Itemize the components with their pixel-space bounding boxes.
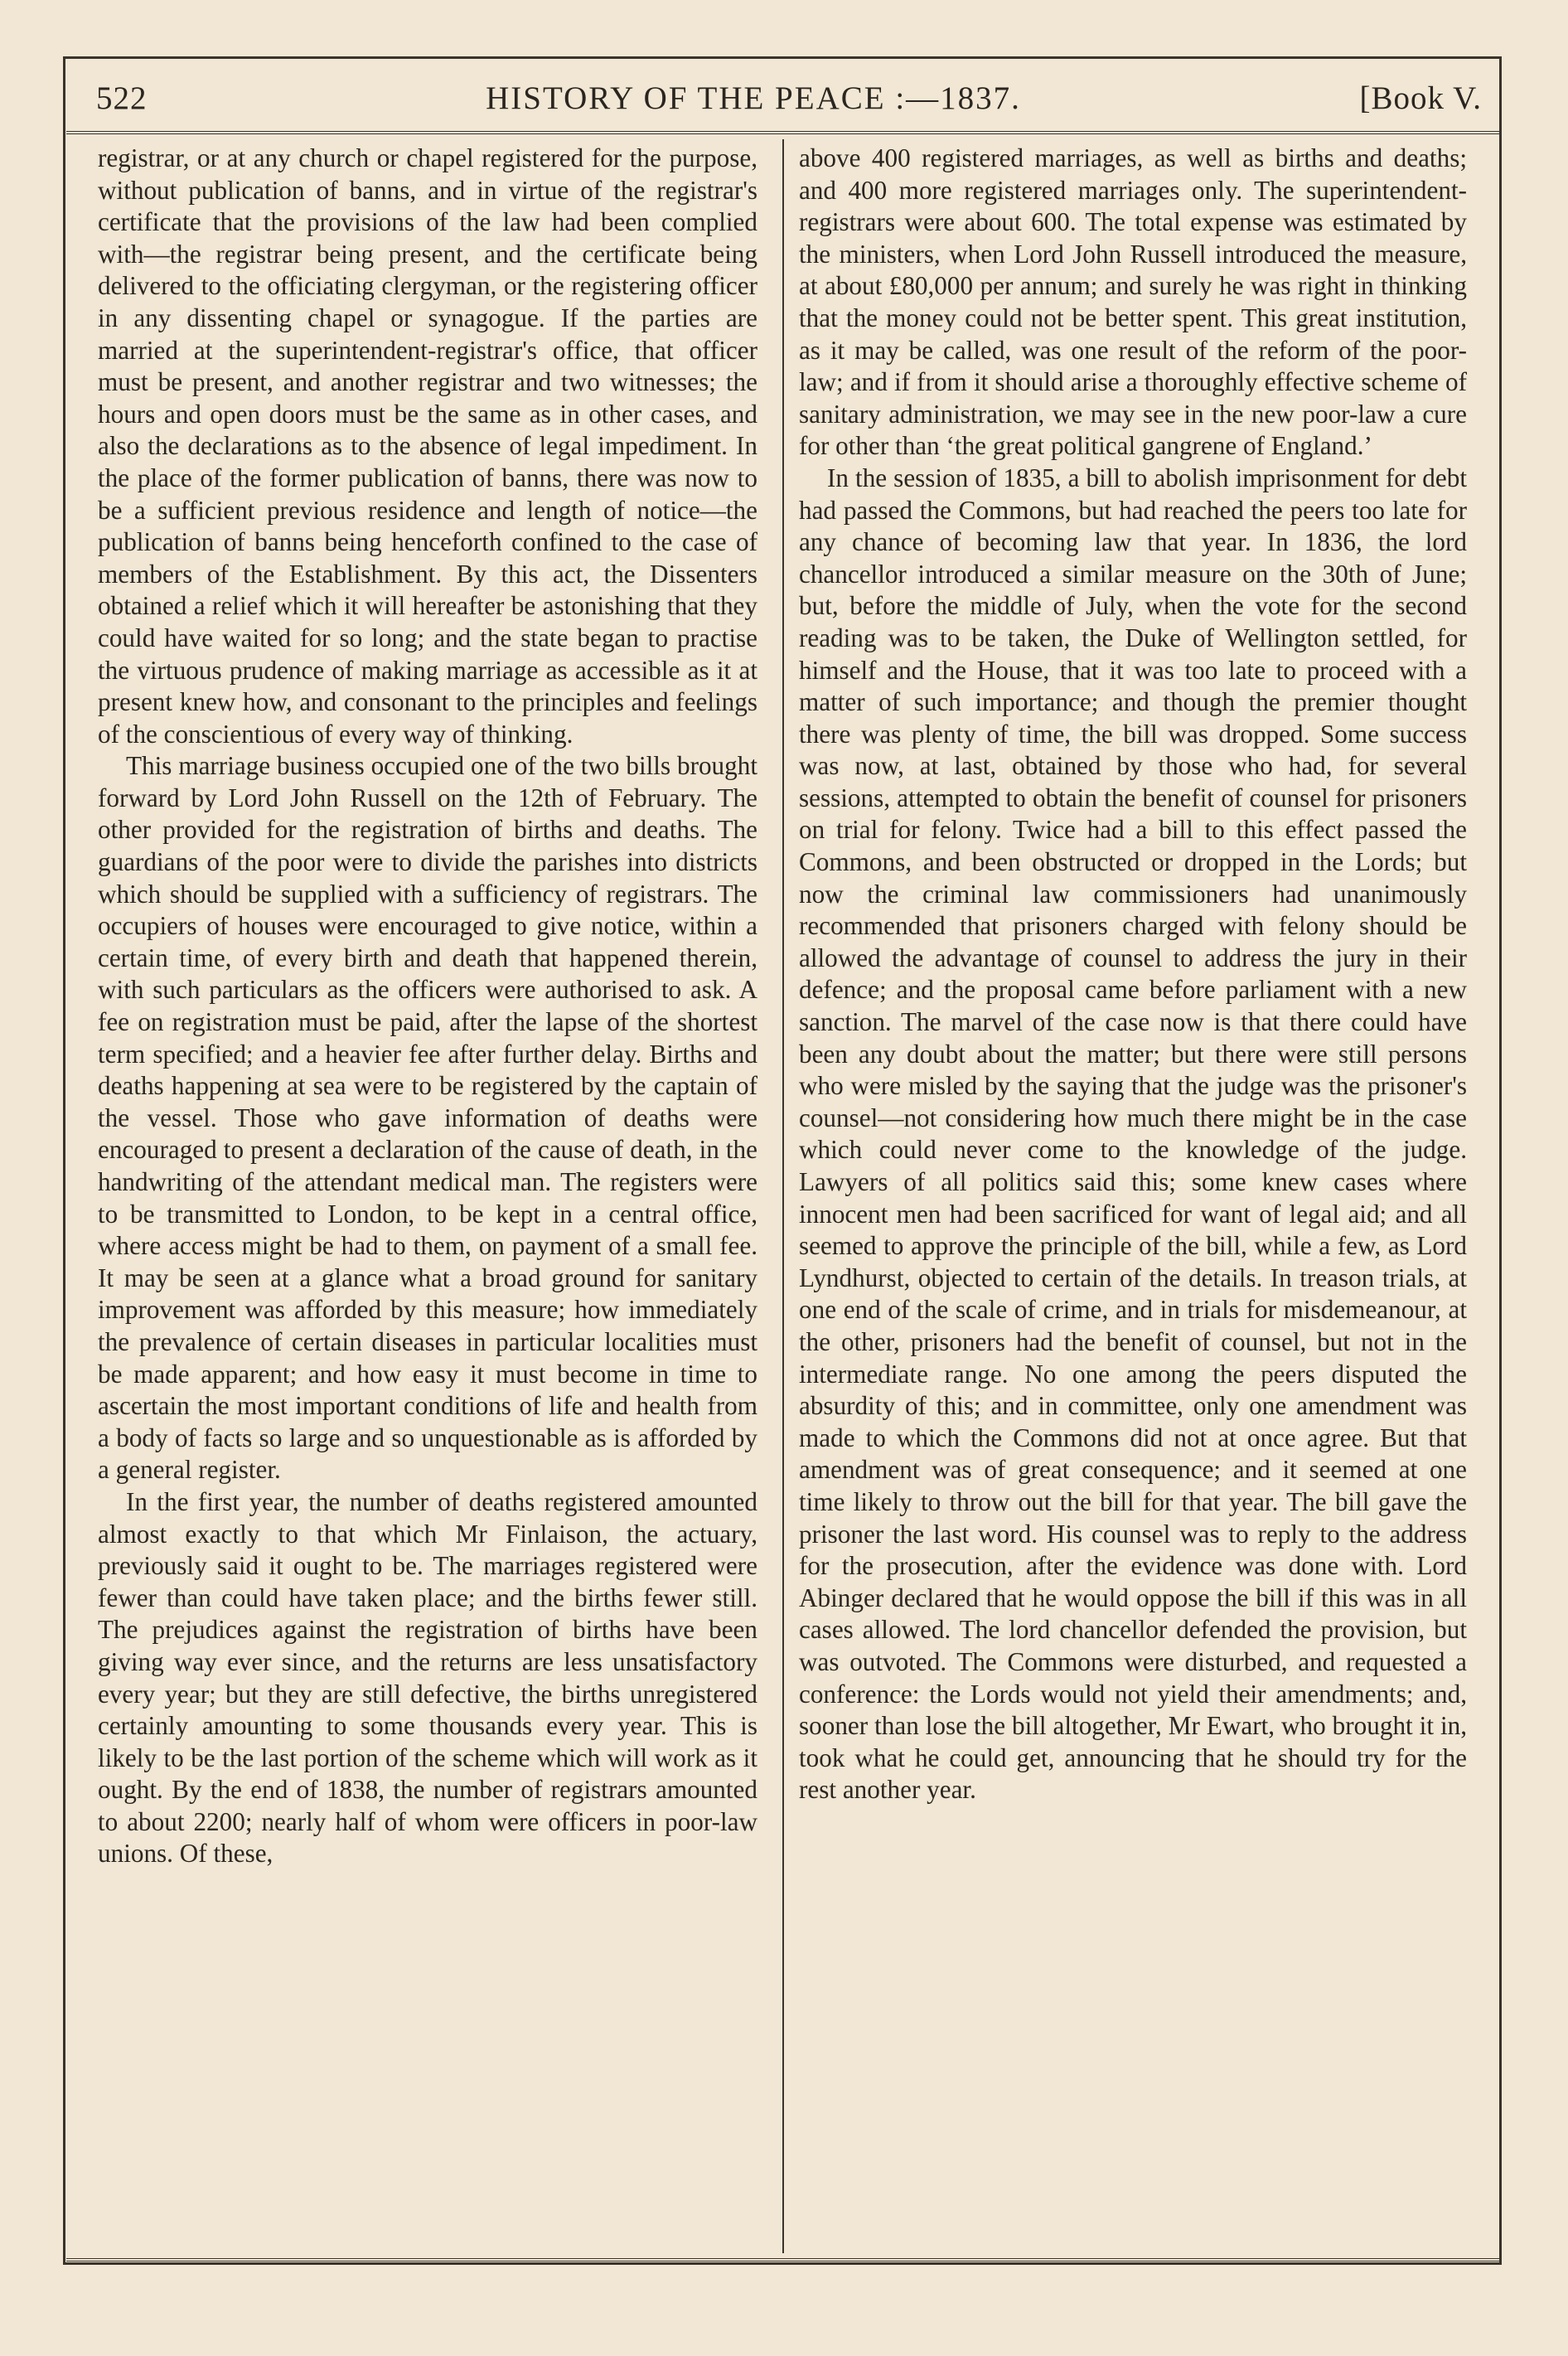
page-number: 522 [96,80,148,116]
running-title: HISTORY OF THE PEACE :—1837. [486,80,1021,116]
book-label: [Book V. [1359,80,1482,116]
bottom-rule [66,2258,1500,2261]
paragraph: This marriage business occupied one of the two bills brought forward by Lord John Russell on the 12th of February. The other provided for the registration of births and deaths. The guardians of the poor were to divide the parishes into districts which should be supplied with a sufficiency of registrars. The occupiers of houses were encouraged to give notice, within a certain time, of every birth and death that happened therein, with such particulars as the officers were authorised to ask. A fee on registration must be paid, after the lapse of the shortest term specified; and a heavier fee after further delay. Births and deaths happening at sea were to be registered by the captain of the vessel. Those who gave information of deaths were encouraged to present a declaration of the cause of death, in the handwriting of the attendant medical man. The registers were to be transmitted to London, to be kept in a central office, where access might be had to them, on payment of a small fee. It may be seen at a glance what a broad ground for sanitary improvement was afforded by this measure; how immediately the prevalence of certain diseases in particular localities must be made apparent; and how easy it must become in time to ascertain the most important conditions of life and health from a body of facts so large and so unquestionable as is afforded by a general register. [98,751,757,1485]
column-divider [782,139,784,2253]
left-column [98,143,757,1870]
paragraph: above 400 registered marriages, as well as births and deaths; and 400 more registered marriages only. The superintendent-registrars were about 600. The total expense was estimated by the ministers, when Lord John Russell introduced the measure, at about £80,000 per annum; and surely he was right in thinking that the money could not be better spent. This great institution, as it may be called, was one result of the reform of the poor-law; and if from it should arise a thoroughly effective scheme of sanitary administration, we may see in the new poor-law a cure for other than ‘the great political gangrene of England.’ [799,143,1467,461]
paragraph: registrar, or at any church or chapel registered for the purpose, without publication of banns, and in virtue of the registrar's certificate that the provisions of the law had been complied with—the registrar being present, and the certificate being delivered to the officiating clergyman, or the registering officer in any dissenting chapel or synagogue. If the parties are married at the superintendent-registrar's office, that officer must be present, and another registrar and two witnesses; the hours and open doors must be the same as in other cases, and also the declarations as to the absence of legal impediment. In the place of the former publication of banns, there was now to be a sufficient previous residence and length of notice—the publication of banns being henceforth confined to the case of members of the Establishment. By this act, the Dissenters obtained a relief which it will hereafter be astonishing that they could have waited for so long; and the state began to practise the virtuous prudence of making marriage as accessible as it at present knew how, and consonant to the principles and feelings of the conscientious of every way of thinking. [98,143,757,749]
paragraph: In the session of 1835, a bill to abolish imprisonment for debt had passed the Commons, but had reached the peers too late for any chance of becoming law that year. In 1836, the lord chancellor introduced a similar measure on the 30th of June; but, before the middle of July, when the vote for the second reading was to be taken, the Duke of Wellington settled, for himself and the House, that it was too late to proceed with a matter of such importance; and though the premier thought there was plenty of time, the bill was dropped. Some success was now, at last, obtained by those who had, for several sessions, attempted to obtain the benefit of counsel for prisoners on trial for felony. Twice had a bill to this effect passed the Commons, and been obstructed or dropped in the Lords; but now the criminal law commissioners had unanimously recommended that prisoners charged with felony should be allowed the advantage of counsel to address the jury in their defence; and the proposal came before parliament with a new sanction. The marvel of the case now is that there could have been any doubt about the matter; but there were still persons who were misled by the saying that the judge was the prisoner's counsel—not considering how much there might be in the case which could never come to the knowledge of the judge. Lawyers of all politics said this; some knew cases where innocent men had been sacrificed for want of legal aid; and all seemed to approve the principle of the bill, while a few, as Lord Lyndhurst, objected to certain of the details. In treason trials, at one end of the scale of crime, and in trials for misdemeanour, at the other, prisoners had the benefit of counsel, but not in the intermediate range. No one among the peers disputed the absurdity of this; and in committee, only one amendment was made to which the Commons did not at once agree. But that amendment was of great consequence; and it seemed at one time likely to throw out the bill for that year. The bill gave the prisoner the last word. His counsel was to reply to the address for the prosecution, after the evidence was done with. Lord Abinger declared that he would oppose the bill if this was in all cases allowed. The lord chancellor defended the provision, but was outvoted. The Commons were disturbed, and requested a conference: the Lords would not yield their amendments; and, sooner than lose the bill altogether, Mr Ewart, who brought it in, took what he could get, announcing that he should try for the rest another year. [799,463,1467,1805]
running-header [66,65,1500,134]
right-column [799,143,1467,1806]
paragraph: In the first year, the number of deaths registered amounted almost exactly to that which Mr Finlaison, the actuary, previously said it ought to be. The marriages registered were fewer than could have taken place; and the births fewer still. The prejudices against the registration of births have been giving way ever since, and the returns are less unsatisfactory every year; but they are still defective, the births unregistered certainly amounting to some thousands every year. This is likely to be the last portion of the scheme which will work as it ought. By the end of 1838, the number of registrars amounted to about 2200; nearly half of whom were officers in poor-law unions. Of these, [98,1486,757,1869]
